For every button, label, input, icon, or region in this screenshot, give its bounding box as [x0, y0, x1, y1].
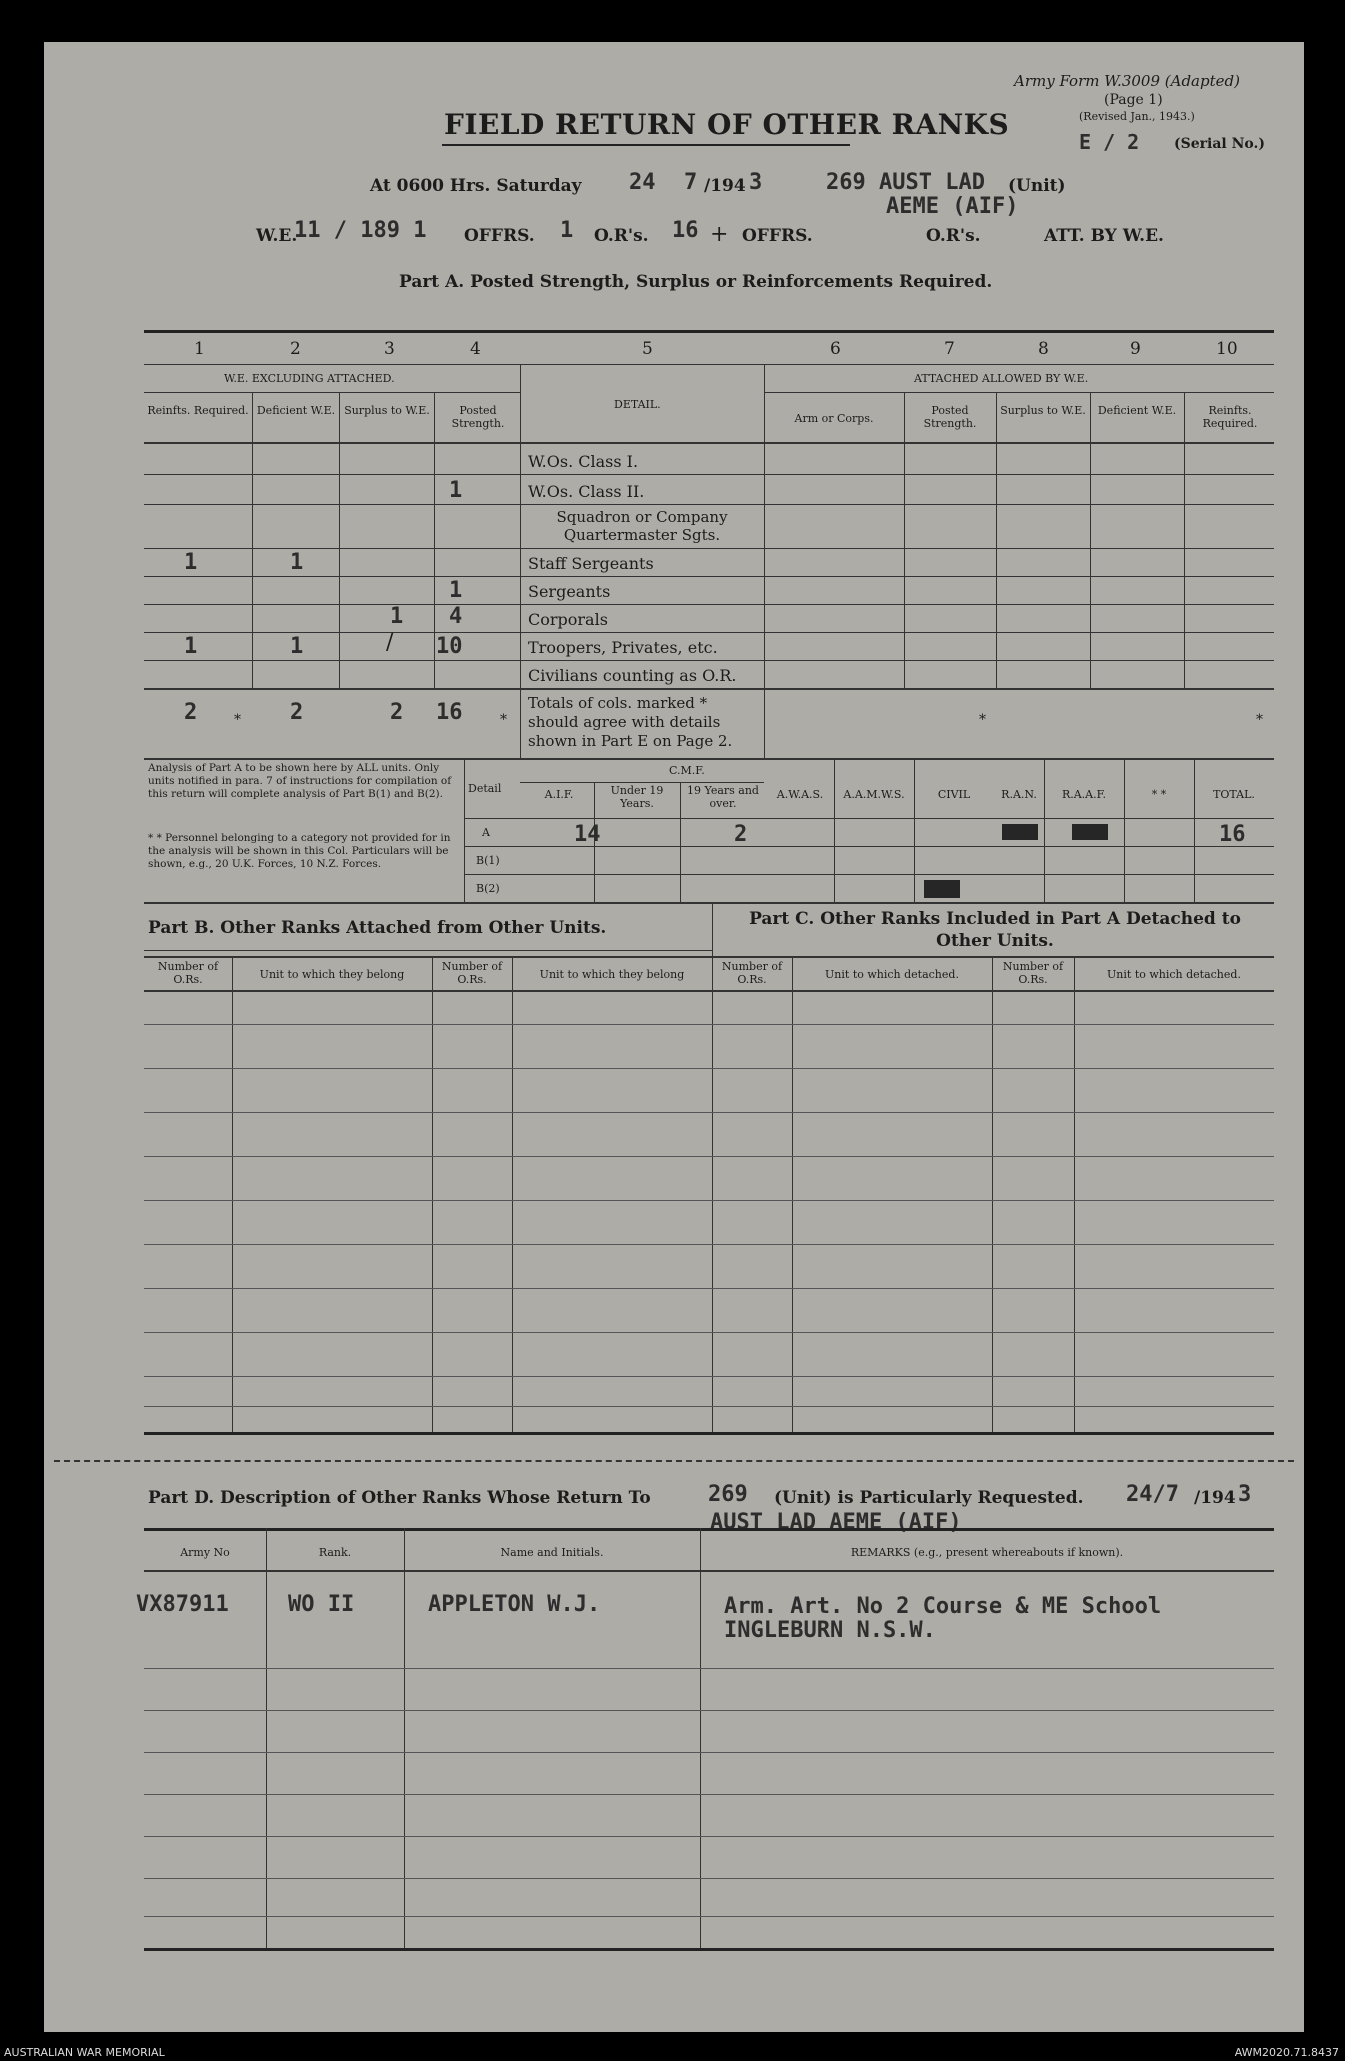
- part-d-unit-number: 269: [708, 1482, 748, 1507]
- rule: [144, 1156, 1274, 1157]
- rule: [144, 1794, 1274, 1795]
- rule: [992, 956, 993, 1432]
- total-header: TOTAL.: [1213, 788, 1255, 801]
- col-number: 10: [1216, 339, 1238, 359]
- ors-label: O.R's.: [594, 226, 649, 246]
- under19-header: Under 19 Years.: [610, 784, 664, 810]
- name-header: Name and Initials.: [500, 1546, 604, 1559]
- aamws-header: A.A.M.W.S.: [843, 788, 905, 801]
- page-number: (Page 1): [1104, 92, 1163, 108]
- detail-col-header: Detail: [468, 782, 502, 795]
- rule: [144, 1948, 1274, 1951]
- other-header: * *: [1151, 788, 1167, 801]
- rank-header: Rank.: [318, 1546, 352, 1559]
- col-number: 9: [1130, 339, 1141, 359]
- title-underline: [442, 144, 850, 146]
- col-number: 2: [290, 339, 301, 359]
- col-number: 6: [830, 339, 841, 359]
- rule: [144, 902, 1274, 904]
- sgts-posted: 1: [449, 578, 463, 603]
- row-label-cqms: Squadron or Company Quartermaster Sgts.: [556, 508, 728, 544]
- wo2-posted: 1: [449, 478, 463, 503]
- part-c-unit-header-2: Unit to which detached.: [1107, 968, 1241, 981]
- rule: [1194, 758, 1195, 902]
- cut-line: [54, 1460, 1294, 1462]
- rule: [144, 576, 1274, 577]
- over19-a-value: 2: [734, 822, 748, 847]
- unit-name: 269 AUST LAD: [826, 170, 985, 195]
- row-b2: B(2): [476, 882, 500, 895]
- form-sheet: [44, 42, 1304, 2032]
- rule: [144, 548, 1274, 549]
- header-reinfts: Reinfts. Required.: [147, 404, 249, 417]
- entry-army-no: VX87911: [136, 1592, 229, 1617]
- header-reinfts-att: Reinfts. Required.: [1202, 404, 1258, 430]
- rule: [252, 392, 253, 688]
- we-excluding-header: W.E. EXCLUDING ATTACHED.: [224, 372, 395, 385]
- part-d-year-prefix: /194: [1194, 1488, 1236, 1508]
- rule: [144, 1570, 1274, 1572]
- col-number: 4: [470, 339, 481, 359]
- rule: [144, 1878, 1274, 1879]
- rule: [144, 1112, 1274, 1113]
- cpls-surplus: 1: [390, 604, 404, 629]
- rule: [700, 1528, 701, 1948]
- rule: [144, 504, 1274, 505]
- part-b-count-header: Number of O.Rs.: [157, 960, 219, 986]
- offrs2-label: OFFRS.: [742, 226, 813, 246]
- star-mark: *: [234, 712, 241, 728]
- rule: [144, 1710, 1274, 1711]
- rule: [144, 1332, 1274, 1333]
- col-number: 1: [194, 339, 205, 359]
- rule: [520, 364, 521, 758]
- rule: [144, 1244, 1274, 1245]
- rule: [1090, 392, 1091, 688]
- rule: [144, 1916, 1274, 1917]
- entry-remarks-line2: INGLEBURN N.S.W.: [724, 1618, 936, 1643]
- staff-sgts-deficient: 1: [290, 550, 304, 575]
- we-label: W.E.: [256, 226, 298, 246]
- rule: [144, 1376, 1274, 1377]
- rule: [144, 1836, 1274, 1837]
- rule: [144, 660, 1274, 661]
- rule: [144, 474, 1274, 475]
- redaction-mark: [1072, 824, 1108, 840]
- rule: [144, 1432, 1274, 1435]
- troopers-deficient: 1: [290, 634, 304, 659]
- rule: [404, 1528, 405, 1948]
- revised-date: (Revised Jan., 1943.): [1079, 110, 1195, 123]
- rule: [1124, 758, 1125, 902]
- row-b1: B(1): [476, 854, 500, 867]
- col-number: 8: [1038, 339, 1049, 359]
- troopers-posted: 10: [436, 634, 463, 659]
- part-c-count-header: Number of O.Rs.: [721, 960, 783, 986]
- part-d-unit-label: (Unit) is Particularly Requested.: [774, 1488, 1084, 1508]
- staff-sgts-reinfts: 1: [184, 550, 198, 575]
- header-deficient: Deficient W.E.: [256, 404, 336, 417]
- entry-name: APPLETON W.J.: [428, 1592, 601, 1617]
- rule: [144, 632, 1274, 633]
- total-a-value: 16: [1219, 822, 1246, 847]
- rule: [266, 1528, 267, 1948]
- rule: [144, 1528, 1274, 1531]
- rule: [144, 990, 1274, 992]
- part-b-count-header-2: Number of O.Rs.: [441, 960, 503, 986]
- date-month: 7: [684, 170, 698, 195]
- header-arm-corps: Arm or Corps.: [794, 412, 874, 425]
- rule: [144, 442, 1274, 444]
- civil-header: CIVIL: [937, 788, 971, 801]
- year-digit: 3: [749, 170, 763, 195]
- serial-label: (Serial No.): [1174, 136, 1265, 152]
- redaction-mark: [924, 880, 960, 898]
- rule: [914, 758, 915, 902]
- we-value: 11 / 189 1: [294, 218, 427, 243]
- part-d-unit-name: AUST LAD AEME (AIF): [710, 1510, 962, 1535]
- header-surplus: Surplus to W.E.: [344, 404, 430, 417]
- entry-rank: WO II: [288, 1592, 355, 1617]
- rule: [464, 758, 465, 902]
- total-deficient: 2: [290, 700, 304, 725]
- row-label-staff-sgts: Staff Sergeants: [528, 554, 654, 573]
- part-d-year-digit: 3: [1238, 1482, 1252, 1507]
- offrs-value: 1: [560, 218, 574, 243]
- totals-label: Totals of cols. marked * should agree with details shown in Part E on Page 2.: [528, 694, 733, 750]
- rule: [144, 1068, 1274, 1069]
- total-posted: 16: [436, 700, 463, 725]
- star-mark: *: [979, 712, 986, 728]
- aif-a-value: 14: [574, 822, 601, 847]
- header-posted-att: Posted Strength.: [923, 404, 977, 430]
- row-label-cpls: Corporals: [528, 610, 608, 629]
- over19-header: 19 Years and over.: [687, 784, 759, 810]
- rule: [464, 874, 1274, 875]
- rule: [1184, 392, 1185, 688]
- rule: [680, 782, 681, 902]
- header-posted: Posted Strength.: [451, 404, 505, 430]
- rule: [512, 956, 513, 1432]
- row-label-wo2: W.Os. Class II.: [528, 482, 645, 501]
- rule: [144, 1024, 1274, 1025]
- col-number: 3: [384, 339, 395, 359]
- cmf-header: C.M.F.: [669, 764, 705, 777]
- part-b-unit-header: Unit to which they belong: [259, 968, 405, 981]
- remarks-header: REMARKS (e.g., present whereabouts if known).: [850, 1546, 1124, 1559]
- rule: [144, 688, 1274, 690]
- rule: [834, 758, 835, 902]
- redaction-mark: [1002, 824, 1038, 840]
- analysis-footnote: * * Personnel belonging to a category not provided for in the analysis will be shown in this Col. Particulars will be shown, e.g., 20 U.K. Forces, 10 N.Z. Forces.: [148, 832, 451, 870]
- troopers-reinfts: 1: [184, 634, 198, 659]
- rule: [144, 950, 712, 951]
- rule: [764, 392, 1274, 393]
- raaf-header: R.A.A.F.: [1061, 788, 1107, 801]
- offrs-label: OFFRS.: [464, 226, 535, 246]
- part-a-title: Part A. Posted Strength, Surplus or Reinforcements Required.: [399, 272, 993, 292]
- rule: [144, 1752, 1274, 1753]
- rule: [144, 1668, 1274, 1669]
- star-mark: *: [500, 712, 507, 728]
- total-reinfts: 2: [184, 700, 198, 725]
- ran-header: R.A.N.: [1001, 788, 1037, 801]
- rule: [144, 604, 1274, 605]
- troopers-surplus: /: [386, 630, 394, 655]
- rule: [339, 392, 340, 688]
- footer-right: AWM2020.71.8437: [1234, 2046, 1339, 2059]
- rule: [464, 818, 1274, 819]
- unit-label: (Unit): [1008, 176, 1066, 196]
- unit-name-line2: AEME (AIF): [886, 194, 1019, 219]
- row-label-wo1: W.Os. Class I.: [528, 452, 639, 471]
- star-mark: *: [1256, 712, 1263, 728]
- part-d-date: 24/7: [1126, 1482, 1179, 1507]
- year-prefix: /194: [704, 176, 746, 196]
- part-c-unit-header: Unit to which detached.: [825, 968, 959, 981]
- col-number: 7: [944, 339, 955, 359]
- part-c-count-header-2: Number of O.Rs.: [1002, 960, 1064, 986]
- part-b-unit-header-2: Unit to which they belong: [539, 968, 685, 981]
- date-day: 24: [629, 170, 656, 195]
- rule: [996, 392, 997, 688]
- aif-header: A.I.F.: [544, 788, 574, 801]
- cpls-posted: 4: [449, 604, 463, 629]
- at-hours-label: At 0600 Hrs. Saturday: [370, 176, 582, 196]
- rule: [144, 330, 1274, 333]
- serial-value: E / 2: [1079, 130, 1140, 154]
- row-label-sgts: Sergeants: [528, 582, 611, 601]
- rule: [232, 956, 233, 1432]
- header-deficient-att: Deficient W.E.: [1097, 404, 1177, 417]
- ors-value: 16: [672, 218, 699, 243]
- row-label-civilians: Civilians counting as O.R.: [528, 666, 737, 685]
- rule: [904, 392, 905, 688]
- part-c-title: Part C. Other Ranks Included in Part A Detached to Other Units.: [749, 909, 1241, 951]
- rule: [144, 1200, 1274, 1201]
- attached-allowed-header: ATTACHED ALLOWED BY W.E.: [914, 372, 1089, 385]
- att-by-we-label: ATT. BY W.E.: [1044, 226, 1164, 246]
- rule: [764, 364, 765, 758]
- detail-header: DETAIL.: [614, 398, 661, 411]
- rule: [712, 956, 713, 1432]
- part-d-title: Part D. Description of Other Ranks Whose Return To: [148, 1488, 651, 1508]
- rule: [144, 364, 1274, 365]
- header-surplus-att: Surplus to W.E.: [1000, 404, 1086, 417]
- rule: [792, 956, 793, 1432]
- total-surplus: 2: [390, 700, 404, 725]
- rule: [144, 392, 520, 393]
- footer-left: AUSTRALIAN WAR MEMORIAL: [4, 2046, 165, 2059]
- rule: [1044, 758, 1045, 902]
- rule: [144, 956, 1274, 958]
- ors2-label: O.R's.: [926, 226, 981, 246]
- entry-remarks-line1: Arm. Art. No 2 Course & ME School: [724, 1594, 1162, 1619]
- rule: [520, 782, 764, 783]
- row-a: A: [482, 826, 490, 839]
- rule: [432, 956, 433, 1432]
- rule: [434, 392, 435, 688]
- rule: [144, 1406, 1274, 1407]
- col-number: 5: [642, 339, 653, 359]
- rule: [144, 758, 1274, 760]
- awas-header: A.W.A.S.: [776, 788, 824, 801]
- rule: [144, 1288, 1274, 1289]
- rule: [1074, 956, 1075, 1432]
- part-b-title: Part B. Other Ranks Attached from Other Units.: [148, 918, 607, 938]
- row-label-troopers: Troopers, Privates, etc.: [528, 638, 718, 657]
- plus-sign: +: [710, 222, 729, 247]
- army-no-header: Army No: [180, 1546, 230, 1559]
- form-name: Army Form W.3009 (Adapted): [1014, 72, 1240, 90]
- page-title: FIELD RETURN OF OTHER RANKS: [444, 108, 1010, 141]
- analysis-note: Analysis of Part A to be shown here by ALL units. Only units notified in para. 7 of instructions for compilation of this return will complete analysis of Part B(1) and B(2).: [148, 762, 452, 800]
